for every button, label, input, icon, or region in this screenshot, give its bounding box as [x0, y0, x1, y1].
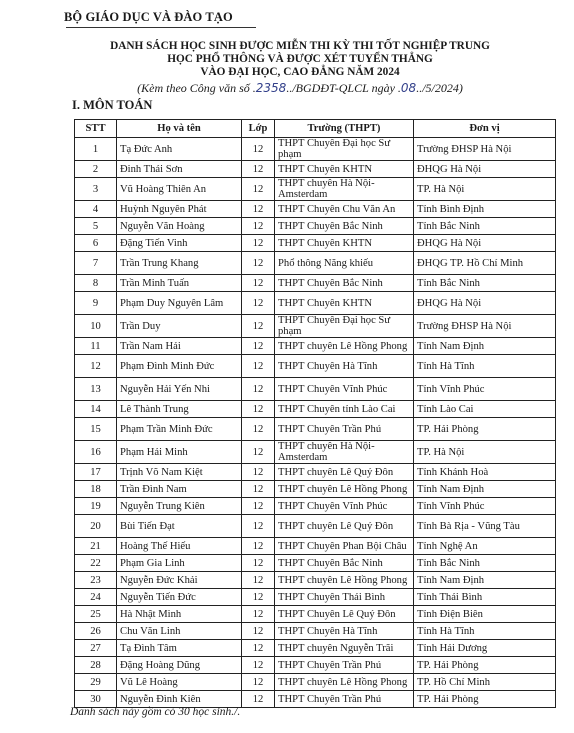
- table-row: [75, 640, 556, 657]
- cell-school: THPT chuyên Lê Hồng Phong: [275, 481, 414, 498]
- cell-name: Nguyễn Văn Hoàng: [117, 218, 242, 235]
- cell-name: Huỳnh Nguyên Phát: [117, 201, 242, 218]
- cell-class: 12: [242, 464, 275, 481]
- cell-name: Nguyễn Đình Kiên: [117, 691, 242, 708]
- cell-name: Vũ Hoàng Thiên An: [117, 178, 242, 201]
- cell-class: 12: [242, 623, 275, 640]
- cell-unit: TP. Hà Nội: [414, 178, 556, 201]
- cell-class: 12: [242, 555, 275, 572]
- cell-class: 12: [242, 161, 275, 178]
- cell-unit: ĐHQG Hà Nội: [414, 161, 556, 178]
- cell-school: THPT Chuyên Bắc Ninh: [275, 275, 414, 292]
- table-header-row: [75, 120, 556, 138]
- cell-school: THPT chuyên Lê Quý Đôn: [275, 464, 414, 481]
- cell-stt: 2: [75, 161, 117, 178]
- table-row: [75, 441, 556, 464]
- cell-unit: Tỉnh Nam Định: [414, 572, 556, 589]
- cell-class: 12: [242, 235, 275, 252]
- cell-class: 12: [242, 515, 275, 538]
- cell-class: 12: [242, 640, 275, 657]
- cell-class: 12: [242, 315, 275, 338]
- table-row: [75, 555, 556, 572]
- cell-name: Nguyễn Tiến Đức: [117, 589, 242, 606]
- cell-school: THPT Chuyên Vĩnh Phúc: [275, 498, 414, 515]
- footer-note: Danh sách này gồm có 30 học sinh./.: [70, 706, 241, 718]
- table-row: [75, 355, 556, 378]
- cell-school: THPT Chuyên Bắc Ninh: [275, 218, 414, 235]
- cell-school: THPT Chuyên Lê Quý Đôn: [275, 606, 414, 623]
- cell-school: THPT Chuyên Trần Phú: [275, 691, 414, 708]
- cell-name: Đinh Thái Sơn: [117, 161, 242, 178]
- header-class: Lớp: [242, 120, 275, 138]
- cell-unit: TP. Hồ Chí Minh: [414, 674, 556, 691]
- ministry-name: BỘ GIÁO DỤC VÀ ĐÀO TẠO: [64, 10, 233, 24]
- cell-class: 12: [242, 418, 275, 441]
- cell-stt: 20: [75, 515, 117, 538]
- subtitle-suffix: ../5/2024): [416, 81, 463, 95]
- cell-name: Phạm Gia Linh: [117, 555, 242, 572]
- cell-unit: Tỉnh Bắc Ninh: [414, 555, 556, 572]
- cell-unit: Trường ĐHSP Hà Nội: [414, 315, 556, 338]
- cell-unit: Tỉnh Nam Định: [414, 338, 556, 355]
- cell-unit: TP. Hải Phòng: [414, 691, 556, 708]
- cell-stt: 8: [75, 275, 117, 292]
- table-row: [75, 292, 556, 315]
- cell-school: THPT chuyên Hà Nội-Amsterdam: [275, 178, 414, 201]
- cell-unit: TP. Hải Phòng: [414, 418, 556, 441]
- cell-class: 12: [242, 572, 275, 589]
- cell-name: Đặng Tiến Vinh: [117, 235, 242, 252]
- cell-stt: 10: [75, 315, 117, 338]
- cell-school: Phổ thông Năng khiếu: [275, 252, 414, 275]
- cell-unit: Tỉnh Điện Biên: [414, 606, 556, 623]
- cell-name: Trần Duy: [117, 315, 242, 338]
- cell-stt: 4: [75, 201, 117, 218]
- table-row: [75, 657, 556, 674]
- cell-name: Nguyễn Đức Khải: [117, 572, 242, 589]
- handwritten-day: 08: [400, 81, 417, 95]
- cell-school: THPT Chuyên Trần Phú: [275, 657, 414, 674]
- table-row: [75, 235, 556, 252]
- cell-class: 12: [242, 498, 275, 515]
- cell-class: 12: [242, 138, 275, 161]
- table-row: [75, 178, 556, 201]
- cell-class: 12: [242, 606, 275, 623]
- cell-stt: 23: [75, 572, 117, 589]
- cell-class: 12: [242, 292, 275, 315]
- cell-class: 12: [242, 218, 275, 235]
- cell-school: THPT Chuyên Phan Bội Châu: [275, 538, 414, 555]
- cell-unit: Trường ĐHSP Hà Nội: [414, 138, 556, 161]
- cell-name: Phạm Trần Minh Đức: [117, 418, 242, 441]
- table-row: [75, 161, 556, 178]
- cell-class: 12: [242, 355, 275, 378]
- cell-unit: Tỉnh Hà Tĩnh: [414, 355, 556, 378]
- cell-class: 12: [242, 441, 275, 464]
- table-row: [75, 589, 556, 606]
- table-row: [75, 275, 556, 292]
- cell-unit: Tỉnh Bình Định: [414, 201, 556, 218]
- cell-unit: Tỉnh Hà Tĩnh: [414, 623, 556, 640]
- cell-name: Tạ Đức Anh: [117, 138, 242, 161]
- cell-unit: TP. Hải Phòng: [414, 657, 556, 674]
- table-row: [75, 338, 556, 355]
- cell-school: THPT Chuyên Thái Bình: [275, 589, 414, 606]
- cell-class: 12: [242, 481, 275, 498]
- cell-unit: Tỉnh Hải Dương: [414, 640, 556, 657]
- cell-stt: 3: [75, 178, 117, 201]
- cell-class: 12: [242, 338, 275, 355]
- table-row: [75, 252, 556, 275]
- cell-name: Trần Nam Hải: [117, 338, 242, 355]
- cell-school: THPT Chuyên KHTN: [275, 292, 414, 315]
- cell-stt: 26: [75, 623, 117, 640]
- cell-unit: TP. Hà Nội: [414, 441, 556, 464]
- cell-name: Nguyễn Hải Yến Nhi: [117, 378, 242, 401]
- table-row: [75, 401, 556, 418]
- cell-stt: 28: [75, 657, 117, 674]
- cell-name: Phạm Hải Minh: [117, 441, 242, 464]
- table-row: [75, 201, 556, 218]
- cell-class: 12: [242, 657, 275, 674]
- cell-stt: 24: [75, 589, 117, 606]
- table-row: [75, 378, 556, 401]
- cell-stt: 17: [75, 464, 117, 481]
- table-row: [75, 315, 556, 338]
- cell-unit: Tỉnh Nghệ An: [414, 538, 556, 555]
- cell-school: THPT chuyên Lê Hồng Phong: [275, 338, 414, 355]
- cell-unit: Tỉnh Bắc Ninh: [414, 218, 556, 235]
- cell-school: THPT chuyên Lê Quý Đôn: [275, 515, 414, 538]
- cell-class: 12: [242, 401, 275, 418]
- cell-school: THPT chuyên Hà Nội-Amsterdam: [275, 441, 414, 464]
- table-row: [75, 623, 556, 640]
- cell-school: THPT Chuyên Đại học Sư phạm: [275, 138, 414, 161]
- cell-name: Bùi Tiến Đạt: [117, 515, 242, 538]
- cell-stt: 21: [75, 538, 117, 555]
- cell-school: THPT chuyên Lê Hồng Phong: [275, 674, 414, 691]
- table-row: [75, 691, 556, 708]
- cell-stt: 7: [75, 252, 117, 275]
- subtitle-middle: ../BGDĐT-QLCL ngày .: [286, 81, 401, 95]
- cell-stt: 15: [75, 418, 117, 441]
- cell-class: 12: [242, 589, 275, 606]
- header-school: Trường (THPT): [275, 120, 414, 138]
- cell-name: Trần Minh Tuấn: [117, 275, 242, 292]
- cell-class: 12: [242, 378, 275, 401]
- cell-school: THPT Chuyên Bắc Ninh: [275, 555, 414, 572]
- cell-stt: 1: [75, 138, 117, 161]
- cell-unit: Tỉnh Lào Cai: [414, 401, 556, 418]
- header-unit: Đơn vị: [414, 120, 556, 138]
- cell-stt: 6: [75, 235, 117, 252]
- cell-unit: Tỉnh Thái Bình: [414, 589, 556, 606]
- cell-class: 12: [242, 201, 275, 218]
- table-row: [75, 674, 556, 691]
- cell-stt: 19: [75, 498, 117, 515]
- cell-stt: 14: [75, 401, 117, 418]
- cell-stt: 29: [75, 674, 117, 691]
- cell-school: THPT Chuyên Đại học Sư phạm: [275, 315, 414, 338]
- cell-stt: 13: [75, 378, 117, 401]
- cell-stt: 18: [75, 481, 117, 498]
- header-stt: STT: [75, 120, 117, 138]
- cell-school: THPT chuyên Lê Hồng Phong: [275, 572, 414, 589]
- cell-unit: Tỉnh Nam Định: [414, 481, 556, 498]
- cell-name: Chu Văn Linh: [117, 623, 242, 640]
- cell-unit: ĐHQG Hà Nội: [414, 235, 556, 252]
- cell-school: THPT Chuyên Hà Tĩnh: [275, 355, 414, 378]
- cell-unit: Tỉnh Khánh Hoà: [414, 464, 556, 481]
- cell-name: Đặng Hoàng Dũng: [117, 657, 242, 674]
- cell-stt: 11: [75, 338, 117, 355]
- table-row: [75, 606, 556, 623]
- cell-school: THPT Chuyên Trần Phú: [275, 418, 414, 441]
- cell-stt: 30: [75, 691, 117, 708]
- cell-stt: 9: [75, 292, 117, 315]
- cell-unit: ĐHQG Hà Nội: [414, 292, 556, 315]
- cell-school: THPT chuyên Nguyễn Trãi: [275, 640, 414, 657]
- cell-name: Hà Nhật Minh: [117, 606, 242, 623]
- cell-name: Vũ Lê Hoàng: [117, 674, 242, 691]
- cell-stt: 5: [75, 218, 117, 235]
- table-row: [75, 572, 556, 589]
- cell-class: 12: [242, 252, 275, 275]
- cell-stt: 22: [75, 555, 117, 572]
- cell-class: 12: [242, 178, 275, 201]
- header-name: Họ và tên: [117, 120, 242, 138]
- table-row: [75, 538, 556, 555]
- cell-unit: Tỉnh Bắc Ninh: [414, 275, 556, 292]
- cell-name: Lê Thành Trung: [117, 401, 242, 418]
- table-row: [75, 498, 556, 515]
- cell-stt: 27: [75, 640, 117, 657]
- section-title: I. MÔN TOÁN: [72, 98, 153, 112]
- document-title-line-1: DANH SÁCH HỌC SINH ĐƯỢC MIỄN THI KỲ THI TỐT NGHIỆP TRUNG: [110, 40, 490, 52]
- cell-name: Nguyễn Trung Kiên: [117, 498, 242, 515]
- table-row: [75, 218, 556, 235]
- cell-unit: Tỉnh Vĩnh Phúc: [414, 498, 556, 515]
- table-row: [75, 464, 556, 481]
- student-table: [74, 119, 556, 708]
- cell-school: THPT Chuyên KHTN: [275, 235, 414, 252]
- cell-name: Phạm Duy Nguyên Lâm: [117, 292, 242, 315]
- table-row: [75, 418, 556, 441]
- cell-name: Hoàng Thế Hiếu: [117, 538, 242, 555]
- handwritten-doc-number: 2358: [255, 81, 287, 95]
- cell-school: THPT Chuyên Hà Tĩnh: [275, 623, 414, 640]
- cell-name: Trần Đình Nam: [117, 481, 242, 498]
- cell-class: 12: [242, 691, 275, 708]
- cell-name: Trần Trung Khang: [117, 252, 242, 275]
- cell-class: 12: [242, 538, 275, 555]
- table-row: [75, 481, 556, 498]
- cell-school: THPT Chuyên KHTN: [275, 161, 414, 178]
- ministry-underline: [66, 27, 256, 28]
- cell-class: 12: [242, 674, 275, 691]
- cell-unit: Tỉnh Bà Rịa - Vũng Tàu: [414, 515, 556, 538]
- cell-stt: 16: [75, 441, 117, 464]
- cell-school: THPT Chuyên Chu Văn An: [275, 201, 414, 218]
- cell-stt: 25: [75, 606, 117, 623]
- document-title-line-3: VÀO ĐẠI HỌC, CAO ĐẲNG NĂM 2024: [200, 66, 400, 78]
- document-subtitle: [40, 81, 560, 96]
- table-row: [75, 138, 556, 161]
- cell-name: Trịnh Võ Nam Kiệt: [117, 464, 242, 481]
- document-title-line-2: HỌC PHỔ THÔNG VÀ ĐƯỢC XÉT TUYỂN THẲNG: [167, 53, 433, 65]
- cell-name: Phạm Đình Minh Đức: [117, 355, 242, 378]
- subtitle-prefix: (Kèm theo Công văn số .: [137, 81, 256, 95]
- cell-class: 12: [242, 275, 275, 292]
- cell-unit: ĐHQG TP. Hồ Chí Minh: [414, 252, 556, 275]
- table-row: [75, 515, 556, 538]
- cell-school: THPT Chuyên tỉnh Lào Cai: [275, 401, 414, 418]
- cell-unit: Tỉnh Vĩnh Phúc: [414, 378, 556, 401]
- cell-stt: 12: [75, 355, 117, 378]
- cell-name: Tạ Đình Tâm: [117, 640, 242, 657]
- cell-school: THPT Chuyên Vĩnh Phúc: [275, 378, 414, 401]
